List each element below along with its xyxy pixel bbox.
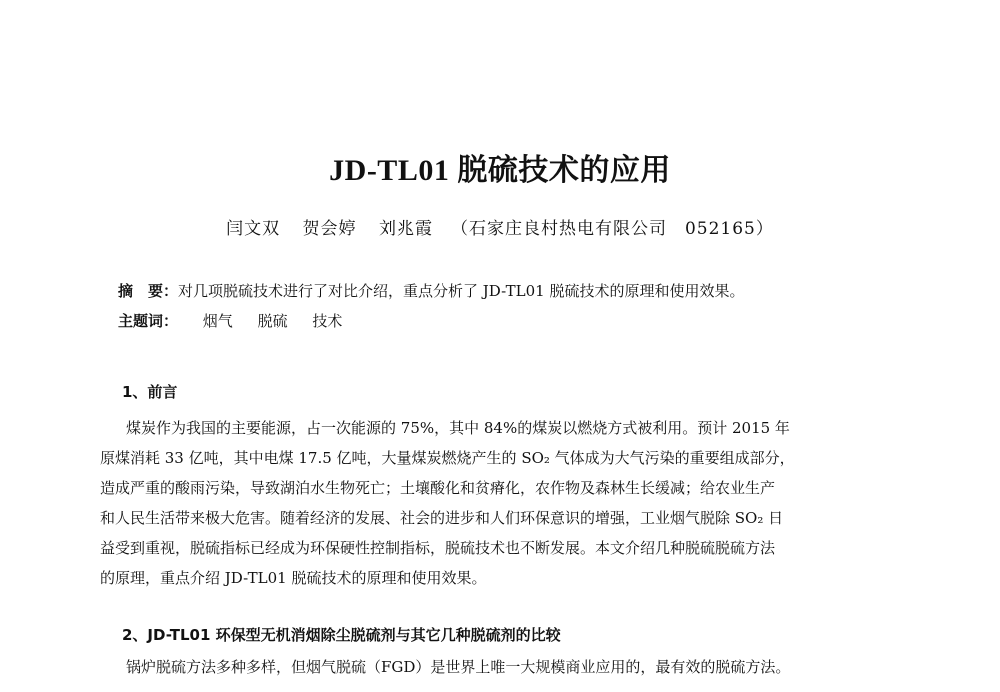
paragraph-line: 造成严重的酸雨污染，导致湖泊水生物死亡；土壤酸化和贫瘠化，农作物及森林生长缓减；给农业生产 bbox=[100, 479, 776, 497]
author-affiliation: （石家庄良村热电有限公司 052165） bbox=[450, 219, 774, 239]
paragraph-line: 锅炉脱硫方法多种多样，但烟气脱硫（FGD）是世界上唯一大规模商业应用的，最有效的脱硫方法。 bbox=[126, 658, 791, 676]
paragraph-line: 煤炭作为我国的主要能源，占一次能源的 75%，其中 84%的煤炭以燃烧方式被利用。预计 2015 年 bbox=[126, 419, 790, 437]
paper-title: JD-TL01 脱硫技术的应用 bbox=[329, 154, 671, 187]
author-line bbox=[0, 214, 1000, 239]
abstract bbox=[118, 276, 908, 306]
section-body-intro bbox=[100, 413, 908, 593]
paragraph-line: 和人民生活带来极大危害。随着经济的发展、社会的进步和人们环保意识的增强，工业烟气脱除 SO₂ 日 bbox=[100, 509, 784, 527]
author-name: 贺会婷 bbox=[302, 219, 357, 239]
paragraph-line: 益受到重视，脱硫指标已经成为环保硬性控制指标，脱硫技术也不断发展。本文介绍几种脱硫脱硫方法 bbox=[100, 539, 776, 557]
abstract-block bbox=[118, 276, 908, 336]
author-name: 闫文双 bbox=[226, 219, 281, 239]
author-name: 刘兆霞 bbox=[378, 219, 433, 239]
abstract-text: 对几项脱硫技术进行了对比介绍，重点分析了 JD-TL01 脱硫技术的原理和使用效果。 bbox=[178, 282, 745, 300]
paragraph-line: 原煤消耗 33 亿吨，其中电煤 17.5 亿吨，大量煤炭燃烧产生的 SO₂ 气体成为大气污染的重要组成部分， bbox=[100, 449, 795, 467]
paragraph-line: 的原理，重点介绍 JD-TL01 脱硫技术的原理和使用效果。 bbox=[100, 569, 487, 587]
keyword: 脱硫 bbox=[257, 312, 288, 330]
section-body-comparison bbox=[100, 652, 908, 682]
keywords bbox=[118, 306, 908, 336]
keywords-label: 主题词： bbox=[118, 312, 179, 330]
keyword: 技术 bbox=[312, 312, 343, 330]
section-heading-comparison: 2、JD-TL01 环保型无机消烟除尘脱硫剂与其它几种脱硫剂的比较 bbox=[122, 626, 561, 644]
keyword: 烟气 bbox=[202, 312, 233, 330]
section-heading-intro: 1、前言 bbox=[122, 383, 178, 401]
abstract-label: 摘 要： bbox=[118, 282, 179, 300]
